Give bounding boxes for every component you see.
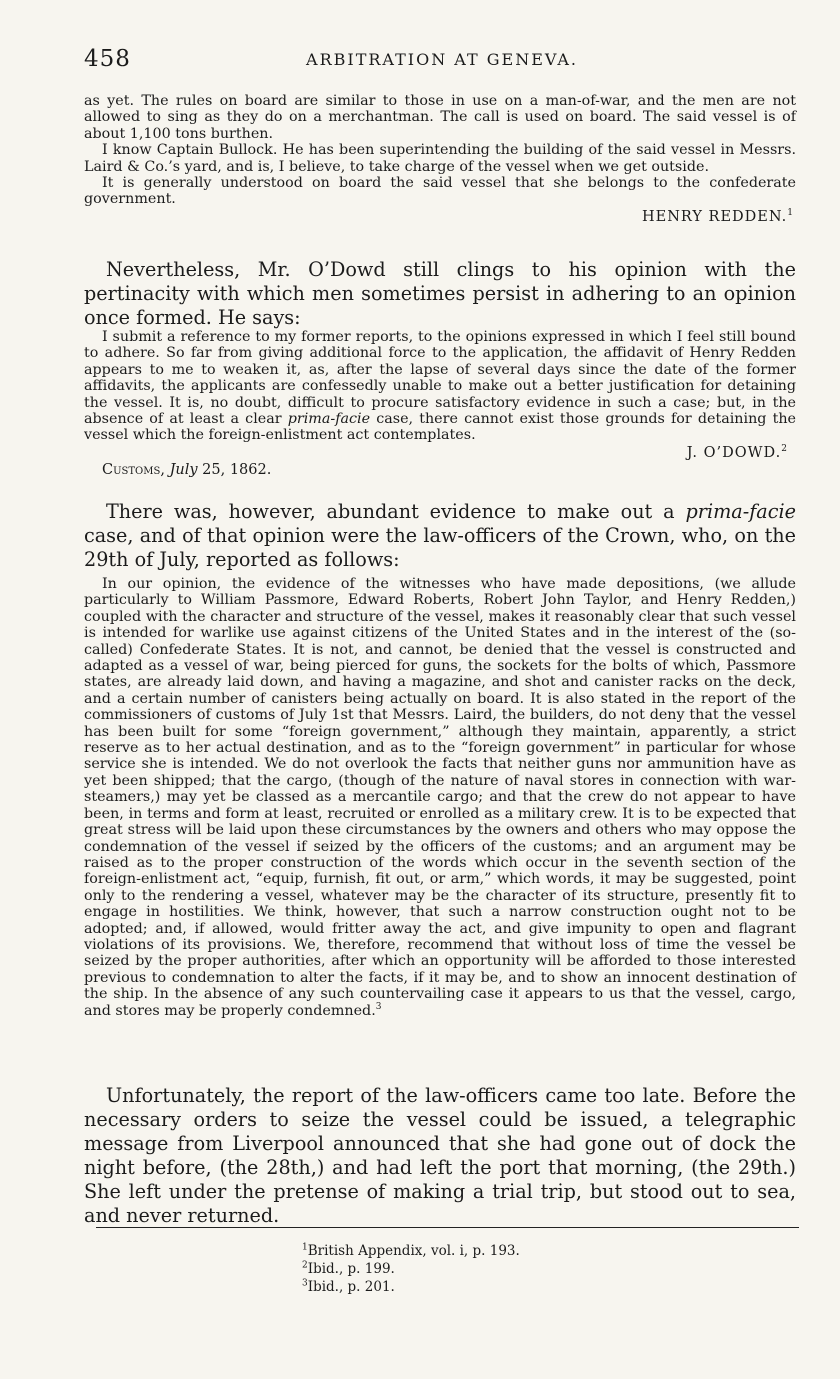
footnote-ref: 2 [781, 444, 788, 455]
law-officers-report [84, 576, 796, 1019]
footnote-rule [96, 1227, 799, 1228]
affidavit-paragraph: It is generally understood on board the said vessel that she belongs to the confederate government. [84, 175, 796, 208]
affidavit-paragraph: as yet. The rules on board are similar to those in use on a man-of-war, and the men are not allowed to sing as they do on a merchantman. The call is used on board. The said vessel is of about 1,100 tons burthen. [84, 93, 796, 142]
redden-affidavit [84, 93, 796, 225]
running-head: ARBITRATION AT GENEVA. [306, 50, 578, 69]
footnote: $^2$Ibid., p. 199. [302, 1260, 395, 1277]
body-text-paragraph [84, 258, 796, 330]
odowd-dateline: Customs, July 25, 1862. [102, 462, 272, 479]
unfortunately-paragraph: Unfortunately, the report of the law-officers came too late. Before the necessary orders to seize the vessel could be issued, a telegraphic message from Liverpool announced that she had gone out of dock the night before, (the 28th,) and had left the port that morning, (the 29th.) She left under the pretense of making a trial trip, but stood out to sea, and never returned. [84, 1084, 796, 1227]
page-number: 458 [84, 46, 131, 72]
page-header [84, 46, 800, 76]
footnotes [302, 1242, 722, 1296]
law-officers-paragraph: In our opinion, the evidence of the witnesses who have made depositions, (we allude particularly to William Passmore, Edward Roberts, Robert John Taylor, and Henry Redden,) coupled with the character and structure of the vessel, makes it reasonably clear that such vessel is intended for warlike use against citizens of the United States and in the interest of the (so-called) Confederate States. It is not, and cannot, be denied that the vessel is constructed and adapted as a vessel of war, being pierced for guns, the sockets for the bolts of which, Passmore states, are already laid down, and having a magazine, and shot and canister racks on the deck, and a certain number of canisters being actually on board. It is also stated in the report of the commissioners of customs of July 1st that Messrs. Laird, the builders, do not deny that the vessel has been built for some “foreign government,” although they maintain, apparently, a strict reserve as to her actual destination, and as to the “foreign government” in particular for whose service she is intended. We do not overlook the facts that neither guns nor ammunition have as yet been shipped; that the cargo, (though of the nature of naval stores in connection with war-steamers,) may yet be classed as a mercantile cargo; and that the crew do not appear to have been, in terms and form at least, recruited or enrolled as a military crew. It is to be expected that great stress will be laid upon these circumstances by the owners and others who may oppose the condemnation of the vessel if seized by the officers of the customs; and an argument may be raised as to the proper construction of the words which occur in the seventh section of the foreign-enlistment act, “equip, furnish, fit out, or arm,” which words, it may be suggested, point only to the rendering a vessel, whatever may be the character of its structure, presently fit to engage in hostilities. We think, however, that such a narrow construction ought not to be adopted; and, if allowed, would fritter away the act, and give impunity to open and flagrant violations of its provisions. We, therefore, recommend that without loss of time the vessel be seized by the proper authorities, after which an opportunity will be afforded to those interested previous to condemnation to alter the facts, if it may be, and to show an innocent destination of the ship. In the absence of any such countervailing case it appears to us that the vessel, cargo, and stores may be properly condemned.$^3$ [84, 576, 796, 1019]
odowd-paragraph: I submit a reference to my former reports, to the opinions expressed in which I feel still bound to adhere. So far from giving additional force to the application, the affidavit of Henry Redden appears to me to weaken it, as, after the lapse of several days since the date of the former affidavits, the applicants are confessedly unable to make out a better justification for detaining the vessel. It is, no doubt, difficult to procure satisfactory evidence in such a case; but, in the absence of at least a clear prima-facie case, there cannot exist those grounds for detaining the vessel which the foreign-enlistment act contemplates. [84, 329, 796, 444]
evidence-paragraph: There was, however, abundant evidence to make out a prima-facie case, and of that opinion were the law-officers of the Crown, who, on the 29th of July, reported as follows: [84, 500, 796, 571]
footnote-ref: 3 [375, 1001, 382, 1012]
nevertheless-paragraph: Nevertheless, Mr. O’Dowd still clings to his opinion with the pertinacity with which men sometimes persist in adhering to an opinion once formed. He says: [84, 258, 796, 329]
affidavit-paragraph: I know Captain Bullock. He has been superintending the building of the said vessel in Messrs. Laird & Co.’s yard, and is, I believe, to take charge of the vessel when we get outside. [84, 142, 796, 175]
footnote-ref: 1 [787, 208, 794, 219]
odowd-signature: J. O’DOWD.$^2$ [686, 444, 788, 461]
redden-signature: HENRY REDDEN.$^1$ [641, 208, 794, 225]
footnote: $^1$British Appendix, vol. i, p. 193. [302, 1242, 520, 1259]
body-text-paragraph [84, 1084, 796, 1228]
footnote: $^3$Ibid., p. 201. [302, 1278, 395, 1295]
odowd-report [84, 329, 796, 479]
body-text-paragraph [84, 500, 796, 572]
